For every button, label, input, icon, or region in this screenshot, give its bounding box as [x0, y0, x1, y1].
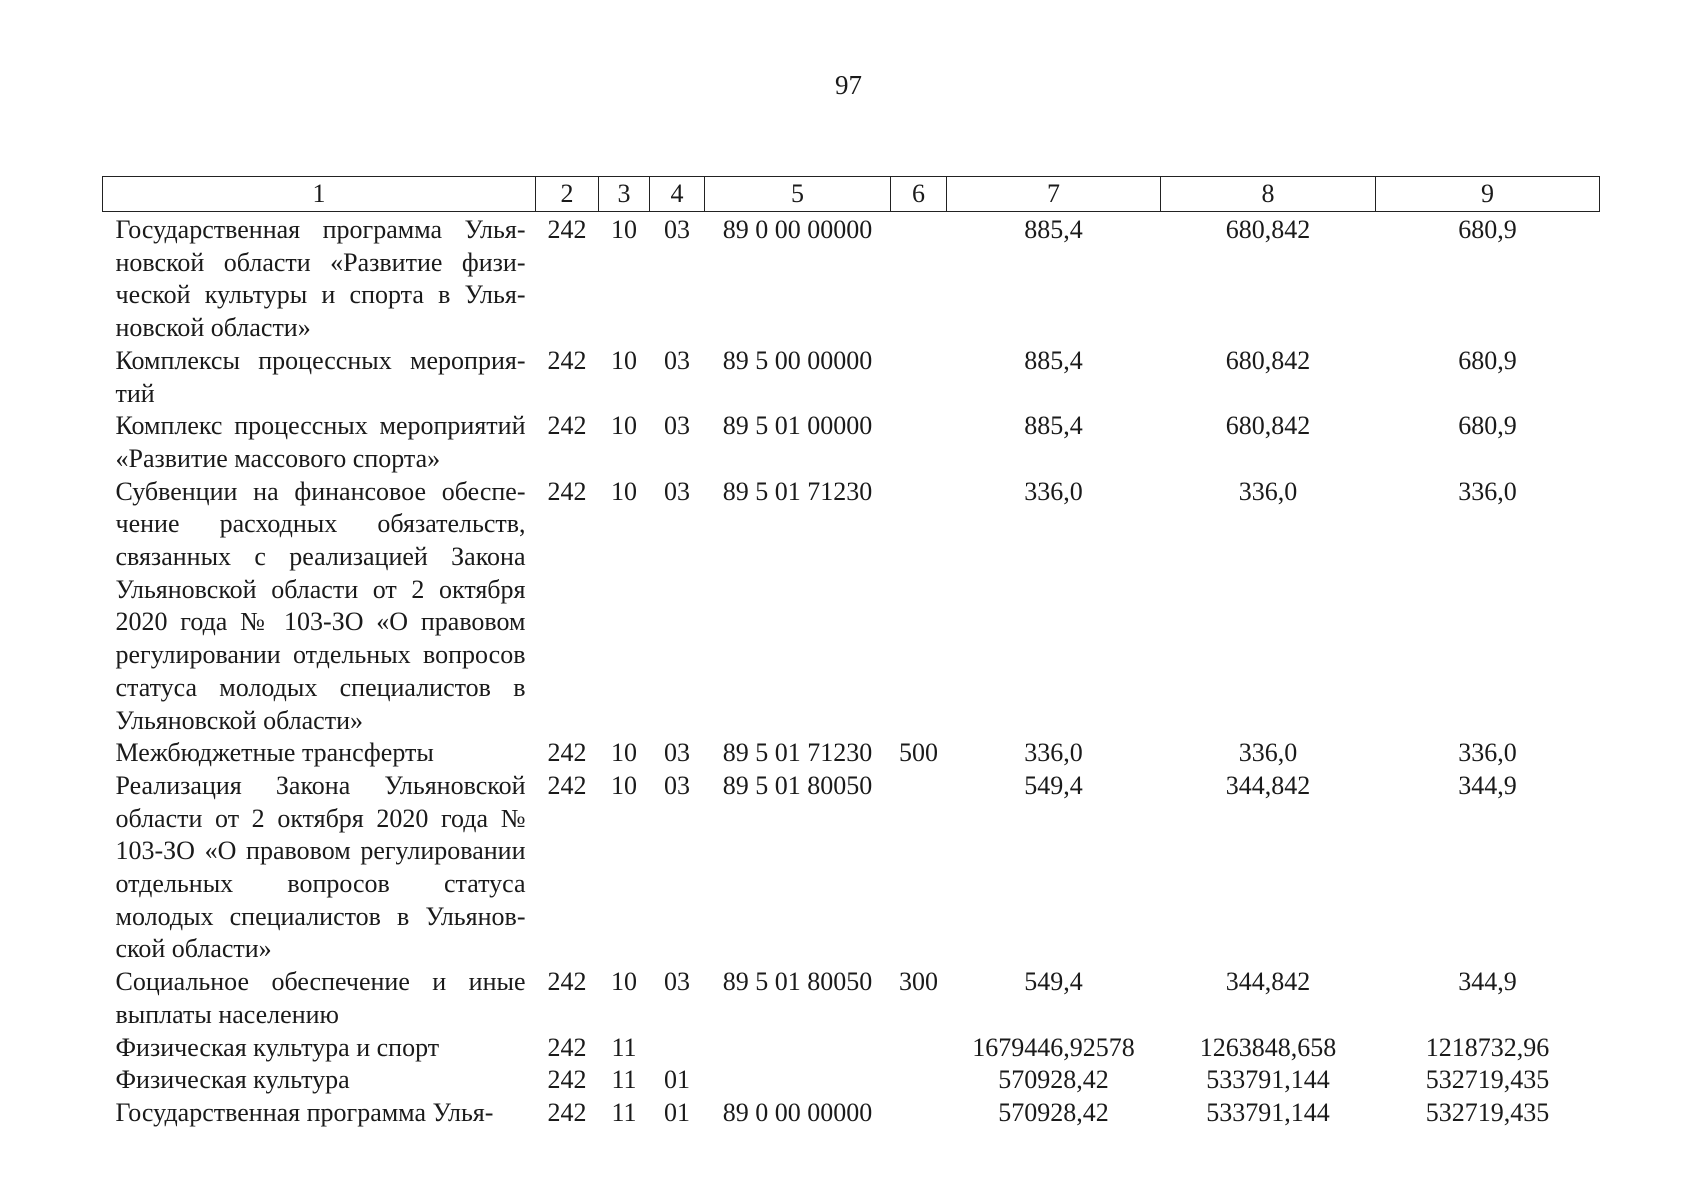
section-code: 11	[611, 1032, 637, 1062]
amount-col8: 344,842	[1225, 967, 1311, 997]
column-header: 6	[891, 177, 947, 212]
subsection-code: 03	[664, 738, 690, 768]
amount-col7: 570928,42	[998, 1065, 1109, 1095]
column-header: 9	[1376, 177, 1600, 212]
table-row	[103, 1097, 1600, 1130]
amount-col9: 344,9	[1458, 967, 1517, 997]
amount-col9: 680,9	[1458, 411, 1517, 441]
subsection-code: 01	[664, 1065, 690, 1095]
section-code: 10	[611, 476, 637, 506]
expense-type-code	[891, 410, 947, 475]
amount-col7: 885,4	[1024, 411, 1083, 441]
subsection-code: 03	[664, 967, 690, 997]
target-article-code: 89 0 00 00000	[722, 1097, 873, 1127]
item-name: Государственная программа Ульяновской области «Развитие физической культуры и спорта в Ульяновской области»	[115, 215, 526, 343]
department-code: 242	[547, 215, 587, 244]
table-row	[103, 1032, 1600, 1065]
expense-type-code	[891, 345, 947, 410]
amount-col7: 885,4	[1024, 215, 1083, 244]
department-code: 242	[547, 1065, 587, 1095]
table-row	[103, 770, 1600, 966]
section-code: 10	[611, 411, 637, 441]
amount-col9: 532719,435	[1425, 1065, 1550, 1095]
amount-col8: 533791,144	[1206, 1065, 1330, 1095]
item-name: Социальное обеспечение и иные выплаты населению	[115, 967, 526, 1029]
expense-type-code: 500	[899, 738, 938, 768]
amount-col8: 344,842	[1225, 770, 1311, 800]
section-code: 10	[611, 967, 637, 997]
amount-col8: 336,0	[1238, 476, 1298, 506]
item-name: Государственная программа Улья-	[115, 1097, 494, 1127]
table-row	[103, 966, 1600, 1031]
table-body	[103, 212, 1600, 1130]
target-article-code: 89 5 01 71230	[722, 476, 873, 506]
subsection-code: 01	[664, 1097, 690, 1127]
column-number-row	[103, 177, 1600, 212]
expense-type-code	[891, 1032, 947, 1065]
target-article-code: 89 5 01 00000	[722, 411, 873, 441]
table-row	[103, 345, 1600, 410]
department-code: 242	[547, 476, 587, 506]
subsection-code: 03	[664, 215, 690, 244]
column-header: 2	[536, 177, 599, 212]
amount-col9: 336,0	[1458, 476, 1517, 506]
table-row	[103, 476, 1600, 738]
subsection-code: 03	[664, 345, 690, 375]
department-code: 242	[547, 1032, 587, 1062]
amount-col8: 680,842	[1225, 215, 1311, 244]
subsection-code: 03	[664, 770, 690, 800]
item-name: Межбюджетные трансферты	[115, 738, 434, 768]
amount-col9: 532719,435	[1425, 1097, 1550, 1127]
amount-col7: 885,4	[1024, 345, 1083, 375]
expense-type-code	[891, 770, 947, 966]
expense-type-code	[891, 476, 947, 738]
amount-col9: 344,9	[1458, 770, 1517, 800]
expense-type-code	[891, 1064, 947, 1097]
column-header: 7	[947, 177, 1161, 212]
budget-table	[102, 176, 1600, 1130]
amount-col9: 680,9	[1458, 345, 1517, 375]
department-code: 242	[547, 738, 587, 768]
column-header: 1	[103, 177, 536, 212]
column-header: 8	[1161, 177, 1376, 212]
item-name: Субвенции на финансовое обеспечение расходных обязательств, связанных с реализацией Закона Ульяновской области от 2 октября 2020 года № 103-ЗО «О правовом регулировании отдельных вопросов статуса молодых специалистов в Ульяновской области»	[115, 476, 526, 735]
amount-col9: 336,0	[1458, 738, 1517, 768]
section-code: 11	[611, 1097, 637, 1127]
table-header	[103, 177, 1600, 212]
amount-col9: 1218732,96	[1425, 1032, 1550, 1062]
amount-col7: 549,4	[1024, 967, 1083, 997]
target-article-code	[705, 1064, 891, 1097]
column-header: 5	[705, 177, 891, 212]
amount-col9: 680,9	[1458, 215, 1517, 244]
amount-col8: 680,842	[1225, 345, 1311, 375]
target-article-code: 89 5 01 80050	[722, 770, 873, 800]
amount-col8: 336,0	[1238, 738, 1298, 768]
table-row	[103, 212, 1600, 345]
section-code: 11	[611, 1065, 637, 1095]
amount-col7: 336,0	[1024, 738, 1083, 768]
subsection-code	[650, 1032, 705, 1065]
target-article-code: 89 5 01 80050	[722, 967, 873, 997]
amount-col8: 533791,144	[1206, 1097, 1330, 1127]
target-article-code	[705, 1032, 891, 1065]
expense-type-code: 300	[899, 967, 938, 997]
item-name: Комплекс процессных мероприятий «Развитие массового спорта»	[115, 411, 526, 473]
subsection-code: 03	[664, 411, 690, 441]
item-name: Комплексы процессных мероприятий	[115, 345, 526, 408]
subsection-code: 03	[664, 476, 690, 506]
table-row	[103, 737, 1600, 770]
column-header: 4	[650, 177, 705, 212]
department-code: 242	[547, 1097, 587, 1127]
amount-col7: 570928,42	[998, 1097, 1109, 1127]
item-name: Физическая культура и спорт	[115, 1032, 440, 1062]
department-code: 242	[547, 411, 587, 441]
table-row	[103, 410, 1600, 475]
target-article-code: 89 5 00 00000	[722, 345, 873, 375]
section-code: 10	[611, 770, 637, 800]
amount-col7: 549,4	[1024, 770, 1083, 800]
target-article-code: 89 0 00 00000	[722, 215, 873, 244]
item-name: Реализация Закона Ульяновской области от 2 октября 2020 года № 103-ЗО «О правовом регулировании отдельных вопросов статуса молодых специалистов в Ульяновской области»	[115, 770, 526, 964]
department-code: 242	[547, 967, 587, 997]
expense-type-code	[891, 1097, 947, 1130]
column-header: 3	[599, 177, 650, 212]
section-code: 10	[611, 215, 637, 244]
target-article-code: 89 5 01 71230	[722, 738, 873, 768]
item-name: Физическая культура	[115, 1065, 350, 1095]
amount-col8: 680,842	[1225, 411, 1311, 441]
department-code: 242	[547, 770, 587, 800]
table-row	[103, 1064, 1600, 1097]
page-number: 97	[835, 70, 862, 100]
amount-col7: 336,0	[1024, 476, 1083, 506]
amount-col8: 1263848,658	[1199, 1032, 1337, 1062]
amount-col7: 1679446,92578	[972, 1032, 1135, 1062]
section-code: 10	[611, 738, 637, 768]
department-code: 242	[547, 345, 587, 375]
expense-type-code	[891, 212, 947, 345]
section-code: 10	[611, 345, 637, 375]
